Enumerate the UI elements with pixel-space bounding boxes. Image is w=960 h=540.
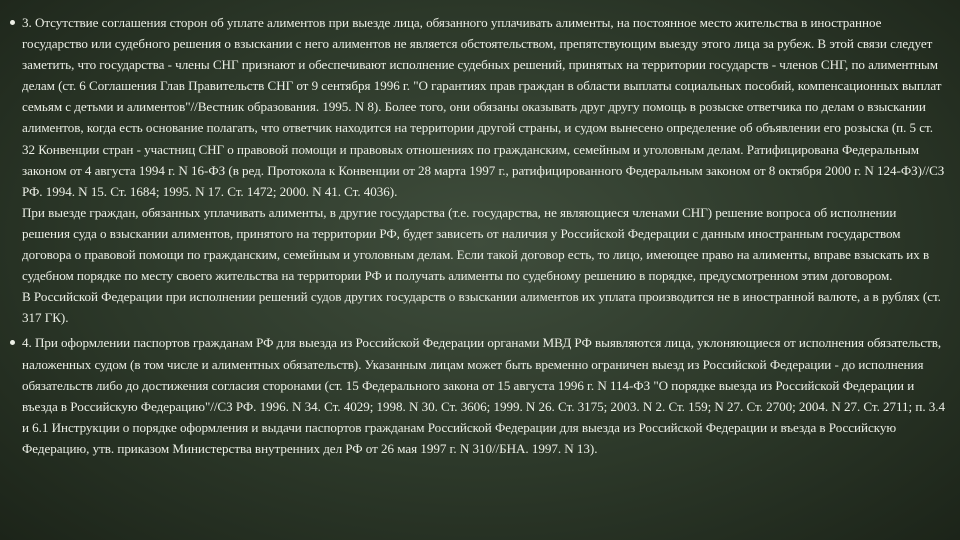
paragraph: 3. Отсутствие соглашения сторон об уплате алиментов при выезде лица, обязанного уплачивать алименты, на постоянное место жительства в иностранное государство или судебного решения о взыскании с него алиментов не является обстоятельством, препятствующим выезду этого лица за рубеж. В этой связи следует заметить, что государства - члены СНГ признают и обеспечивают исполнение судебных решений, принятых на территории государств - членов СНГ, по алиментным делам (ст. 6 Соглашения Глав Правительств СНГ от 9 сентября 1996 г. "О гарантиях прав граждан в области выплаты социальных пособий, компенсационных выплат семьям с детьми и алиментов"//Вестник образования. 1995. N 8). Более того, они обязаны оказывать друг другу помощь в розыске ответчика по делам о взыскании алиментов, когда есть основание полагать, что ответчик находится на территории другой страны, и судом вынесено определение об объявлении его розыска (п. 5 ст. 32 Конвенции стран - участниц СНГ о правовой помощи и правовых отношениях по гражданским, семейным и уголовным делам. Ратифицирована Федеральным законом от 4 августа 1994 г. N 16-ФЗ (в ред. Протокола к Конвенции от 28 марта 1997 г., ратифицированного Федеральным законом от 8 октября 2000 г. N 124-ФЗ)//СЗ РФ. 1994. N 15. Ст. 1684; 1995. N 17. Ст. 1472; 2000. N 41. Ст. 4036).	[22, 15, 945, 199]
bullet-dot-icon	[10, 340, 15, 345]
bullet-dot-icon	[10, 20, 15, 25]
paragraph: В Российской Федерации при исполнении решений судов других государств о взыскании алиментов их уплата производится не в иностранной валюте, а в рублях (ст. 317 ГК).	[22, 289, 941, 326]
bullet-item-3	[10, 12, 946, 328]
bullet-item-4	[10, 332, 946, 459]
paragraph: При выезде граждан, обязанных уплачивать алименты, в другие государства (т.е. государства, не являющиеся членами СНГ) решение вопроса об исполнении решения суда о взыскании алиментов, принятого на территории РФ, будет зависеть от наличия у Российской Федерации с данным иностранным государством договора о правовой помощи по гражданским, семейным и уголовным делам. Если такой договор есть, то лицо, имеющее право на алименты, вправе взыскать их в судебном порядке по месту своего жительства на территории РФ и получать алименты по судебному решению в порядке, предусмотренном этим договором.	[22, 204, 930, 284]
paragraph: 4. При оформлении паспортов гражданам РФ для выезда из Российской Федерации органами МВД РФ выявляются лица, уклоняющиеся от исполнения обязательств, наложенных судом (в том числе и алиментных обязательств). Указанным лицам может быть временно ограничен выезд из Российской Федерации - до исполнения обязательств либо до достижения согласия сторонами (ст. 15 Федерального закона от 15 августа 1996 г. N 114-ФЗ "О порядке выезда из Российской Федерации и въезда в Российскую Федерацию"//СЗ РФ. 1996. N 34. Ст. 4029; 1998. N 30. Ст. 3606; 1999. N 26. Ст. 3175; 2003. N 2. Ст. 159; N 27. Ст. 2700; 2004. N 27. Ст. 2711; п. 3.4 и 6.1 Инструкции о порядке оформления и выдачи паспортов гражданам Российской Федерации для выезда из Российской Федерации и въезда в Российскую Федерацию, утв. приказом Министерства внутренних дел РФ от 26 мая 1997 г. N 310//БНА. 1997. N 13).	[22, 335, 945, 456]
